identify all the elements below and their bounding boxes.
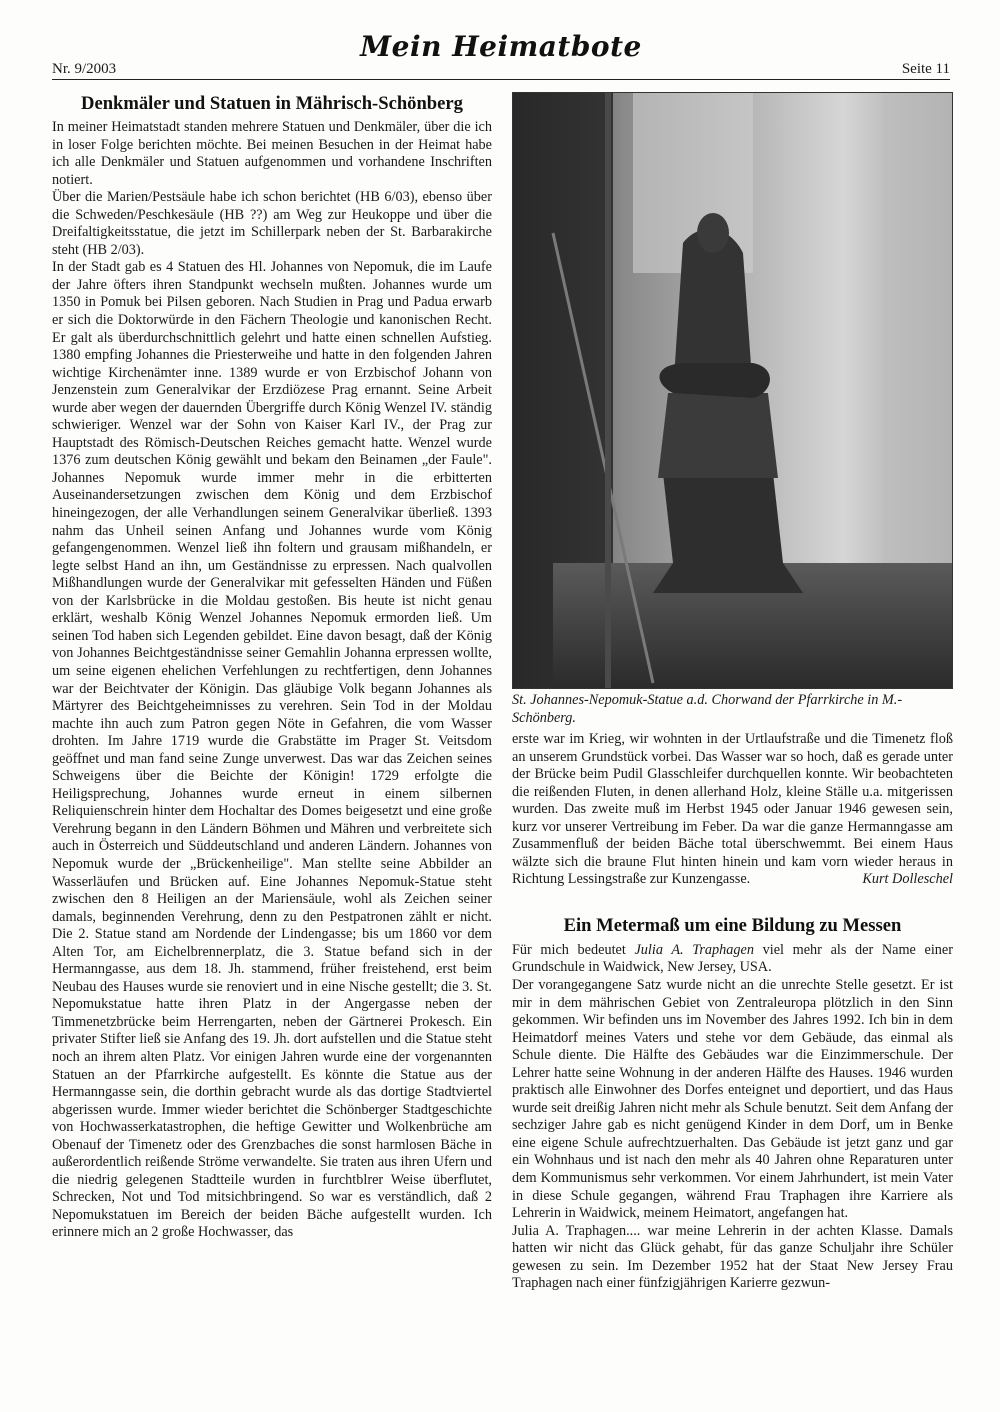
article1-continuation <box>512 731 953 889</box>
page-header <box>52 30 950 80</box>
article2-title: Ein Metermaß um eine Bildung zu Messen <box>563 914 902 936</box>
article2-paragraph-3: Julia A. Traphagen.... war meine Lehrerin in der achten Klasse. Damals hatten wir nicht das Glück gehabt, für das ganze Schuljahr ihre Schüler gewesen zu sein. Im Dezember 1952 hat der Staat New Jersey Frau Traphagen nach einer fünfzigjährigen Karierre gezwun- <box>512 1222 953 1292</box>
article2-p1-after: viel mehr als der Name einer Grundschule in Waidwick, New Jersey, USA. <box>512 941 954 976</box>
article1-body <box>52 119 492 1242</box>
article1-continuation-body: erste war im Krieg, wir wohnten in der Urtlaufstraße und die Timenetz floß an unserem Grundstück vorbei. Das Wasser war so hoch, daß es gerade unter der Brücke beim Pudil Glasschleifer durchquellen konnte. Wir beobachteten die reißenden Fluten, in denen allerhand Holz, kleine Ställe u.a. mitgerissen wurden. Das zweite muß im Herbst 1945 oder Januar 1946 gewesen sein, kurz vor unserer Vertreibung im Feber. Da war die ganze Hermanngasse am Zusammenfluß der beiden Bäche total überschwemmt. Bei einem Haus wälzte sich die braune Flut hinten hinein und kam vorn wieder heraus in Richtung Lessingstraße zur Kunzengasse. <box>512 731 953 888</box>
article2-paragraph-1 <box>512 942 953 977</box>
article1-paragraph-2: Über die Marien/Pestsäule habe ich schon berichtet (HB 6/03), ebenso über die Schweden/Peschkesäule (HB ??) am Weg zur Heukoppe und über die Dreifaltigkeitsstatue, die jetzt im Schillerpark neben der St. Barbarakirche steht (HB 2/03). <box>52 189 492 258</box>
article1-title: Denkmäler und Statuen in Mährisch-Schönberg <box>81 93 463 114</box>
photo-caption: St. Johannes-Nepomuk-Statue a.d. Chorwand der Pfarrkirche in M.-Schönberg. <box>512 692 903 726</box>
article1-author: Kurt Dolleschel <box>862 871 953 888</box>
article2-paragraph-2: Der vorangegangene Satz wurde nicht an die unrechte Stelle gesetzt. Er ist mir in dem mährischen Gebiet von Zentraleuropa plötzlich in den Sinn gekommen. Wir befinden uns im November des Jahres 1992. Ich bin in dem Heimatdorf meines Vaters und stehe vor dem Gebäude, das einmal als Schule diente. Die Hälfte des Gebäudes war die Einzimmerschule. Der Lehrer hatte seine Wohnung in der anderen Hälfte des Hauses. 1946 wurden praktisch alle Einwohner des Dorfes enteignet und deportiert, und das Haus wurde seit dreißig Jahren nicht mehr als Schule benutzt. Seit dem Anfang der sechziger Jahre gab es nicht genügend Kinder in dem Dorf, um in Benke eine eigene Schule aufrechtzuerhalten. Das Gebäude ist jetzt ganz und gar ein Wohnhaus und ist nach den mehr als 40 Jahren ohne Reparaturen unter dem Kommunismus sehr verkommen. Vor einem Jahrhundert, ist mein Vater in diese Schule gegangen, während Frau Traphagen ihre Karriere als Lehrerin in Waidwick, meinem Heimatort, angefangen hat. <box>512 977 953 1222</box>
page-number: Seite 11 <box>901 61 950 77</box>
article1-continuation-text <box>512 731 953 889</box>
masthead-logo: Mein Heimatbote <box>360 30 642 63</box>
right-column <box>512 92 953 1293</box>
article1-paragraph-3: In der Stadt gab es 4 Statuen des Hl. Johannes von Nepomuk, die im Laufe der Jahre öfters ihren Standpunkt wechseln mußten. Johannes wurde um 1350 in Pomuk bei Pilsen geboren. Nach Studien in Prag und Padua erwarb er sich die Doktorwürde in den Fächern Theologie und kanonischen Recht. Er galt als überdurchschnittlich gelehrt und hatte einen schnellen Aufstieg. 1380 empfing Johannes die Priesterweihe und hatte in den folgenden Jahren wichtige Kirchenämter inne. 1389 wurde er von Erzbischof Johann von Jenzenstein zum Generalvikar der Erzdiözese Prag ernannt. Seine Arbeit wurde aber wegen der dauernden Übergriffe durch König Wenzel IV. ständig schwieriger. Wenzel war der Sohn von Kaiser Karl IV., der Prag zur Hauptstadt des Römisch-Deutschen Reiches gemacht hatte. Wenzel wurde 1376 zum deutschen König gewählt und bekam den Beinamen „der Faule". Johannes Nepomuk wurde immer mehr in die erbitterten Auseinandersetzungen zwischen dem König und dem Erzbischof hineingezogen, der alle Verhandlungen seinem Generalvikar überließ. 1393 nahm das Unheil seinen Anfang und Johannes wurde vom König gefangengenommen. Wenzel ließ ihn foltern und grausam mißhandeln, er legte selbst Hand an ihn, um Geständnisse zu erpressen. Nach qualvollen Mißhandlungen wurde der Generalvikar mit gefesselten Händen und Füßen von der Karlsbrücke in die Moldau gestoßen. Bis heute ist nicht genau erklärt, weshalb König Wenzel Johannes Nepomuk ermorden ließ. Um seinen Tod haben sich Legenden gebildet. Eine davon besagt, daß der König von Johannes Beichtgeständnisse seiner Gemahlin Johanna erpressen wollte, um seine eigenen ehelichen Verfehlungen zu rechtfertigen, denn Johannes war der Beichtvater der Königin. Das gläubige Volk begann Johannes als Märtyrer des Beichtgeheimnisses zu verehren. Sein Tod in der Moldau machte ihn auch zum Patron gegen Nöte in Gefahren, die vom Wasser drohten. Im Jahre 1719 wurde die Grabstätte im Prager St. Veitsdom geöffnet und man fand seine Zunge unverwest. Das war das Zeichen seines Schweigens über die Beichte der Königin! 1729 erfolgte die Heiligsprechung, Johannes wurde erneut in einem silbernen Reliquienschrein hinter dem Hochaltar des Domes beigesetzt und eine große Verehrung begann in den Ländern Böhmen und Mähren und verbreitete sich auch in Österreich und Süddeutschland und anderen Ländern. Johannes von Nepomuk wurde der „Brückenheilige". Man stellte seine Abbilder an Wasserläufen und Brücken auf. Eine Johannes Nepomuk-Statue steht zwischen den 8 Heiligen an der Mariensäule, wohl als Zeichen seiner damals, beginnenden Verehrung, denn zu den Pestpatronen zählt er nicht. Die 2. Statue stand am Nordende der Lindengasse; bis um 1860 vor dem Alten Tor, am Eichelbrennerplatz, die 3. Statue befand sich in der Hermanngasse, aus dem 18. Jh. stammend, früher freistehend, erst beim Neubau des Hauses wurde sie renoviert und in eine Nische gestellt; die 3. St. Nepomukstatue hatte ihren Platz in der Angergasse neben der Timmenetzbrücke beim Herrengarten, neben der Gärtnerei Prokesch. Ein privater Stifter ließ sie Anfang des 19. Jh. dort aufstellen und die Statue steht noch an ihrem alten Platz. Vor einigen Jahren wurde eine der vorgenannten Statuen an der Pfarrkirche aufgestellt. Es könnte die Statue aus der Hermanngasse sein, die dorthin gebracht wurde als das dortige Stadtviertel abgerissen wurde. Immer wieder berichtet die Schönberger Stadtgeschichte von Hochwasserkatastrophen, die heftige Gewitter und Wolkenbrüche am Obenauf der Timenetz oder des Grenzbaches die sonst harmlosen Bäche in außerordentlich reißende Ströme verwandelte. Sie traten aus ihren Ufern und die niedrig gelegenen Stadtteile wurden in furchtblrer Weise überflutet, Schrecken, Not und Tod mitsichbringend. So war es verständlich, daß 2 Nepomukstatuen im Bereich der beiden Bäche aufgestellt wurden. Ich erinnere mich an 2 große Hochwasser, das <box>52 259 492 1241</box>
article1-paragraph-1: In meiner Heimatstadt standen mehrere Statuen und Denkmäler, über die ich in loser Folge berichten möchte. Bei meinen Besuchen in der Heimat habe ich alle Denkmäler und Statuen aufgenommen und vorhandene Inschriften notiert. <box>52 119 492 188</box>
left-column <box>52 92 492 1242</box>
statue-photo-image <box>513 93 953 689</box>
article2-p1-before: Für mich bedeutet <box>512 941 635 958</box>
issue-number: Nr. 9/2003 <box>52 61 117 77</box>
article2-body <box>512 942 953 1293</box>
article2-p1-name: Julia A. Traphagen <box>634 941 755 958</box>
statue-photo <box>512 92 953 689</box>
